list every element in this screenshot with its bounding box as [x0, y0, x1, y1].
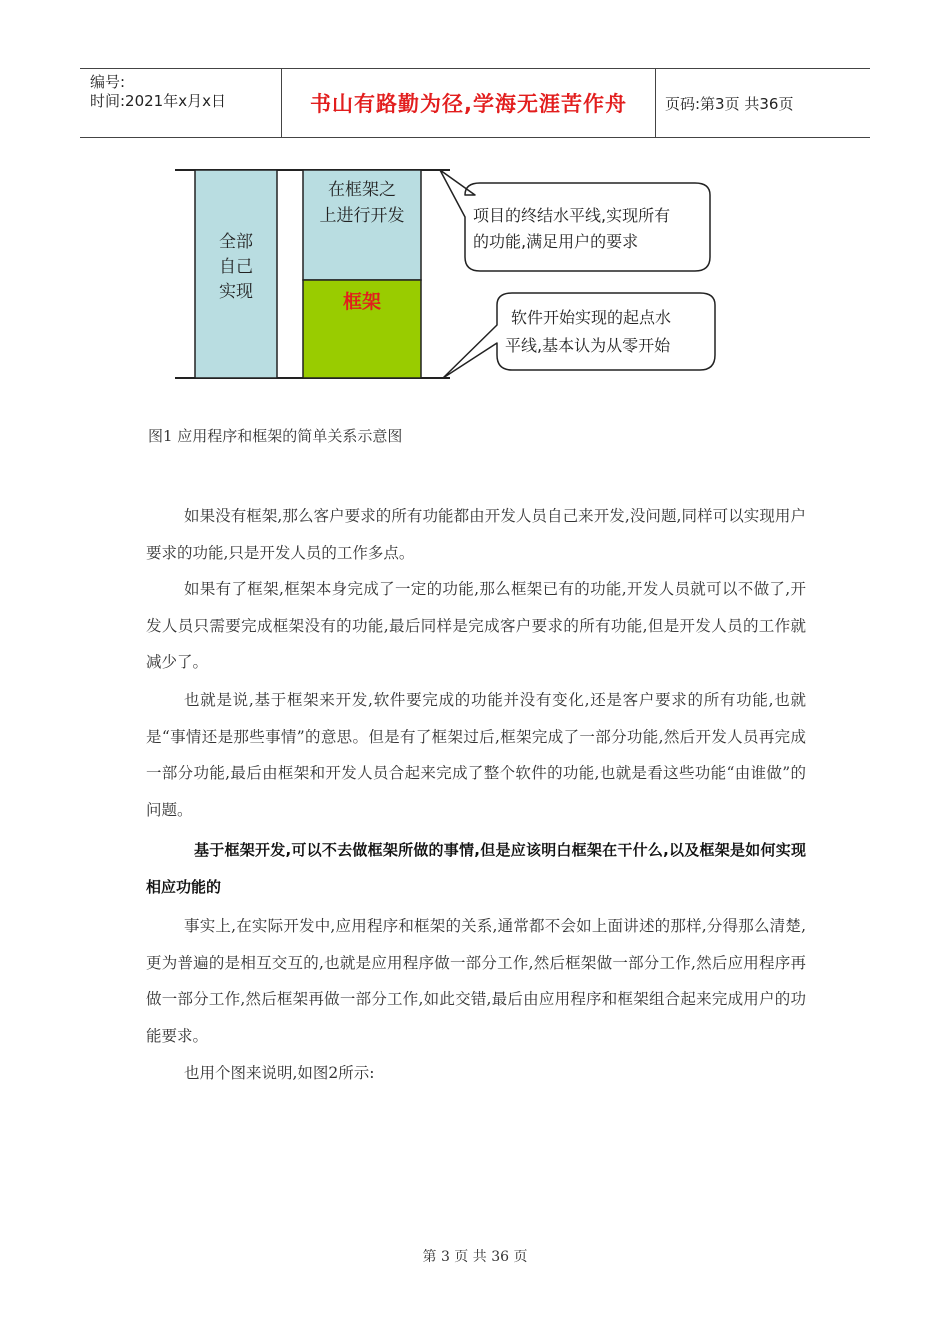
- left-box-line3: 实现: [219, 282, 253, 302]
- callout-top-line2: 的功能,满足用户的要求: [473, 232, 639, 251]
- page-info: 页码:第3页 共36页: [665, 94, 794, 113]
- left-box-line1: 全部: [219, 232, 253, 252]
- callout-bottom-line2: 平线,基本认为从零开始: [505, 336, 671, 355]
- header-meta: [80, 69, 282, 137]
- callout-bottom-line1: 软件开始实现的起点水: [511, 308, 672, 327]
- framework-box-label: 框架: [342, 291, 382, 313]
- date-label: 时间:2021年x月x日: [90, 92, 226, 110]
- number-label: 编号:: [90, 73, 126, 91]
- paragraph-5: 事实上,在实际开发中,应用程序和框架的关系,通常都不会如上面讲述的那样,分得那么清楚,更为普遍的是相互交互的,也就是应用程序做一部分工作,然后框架做一部分工作,然后应用程序再做一部分工作,然后框架再做一部分工作,如此交错,最后由应用程序和框架组合起来完成用户的功能要求。: [146, 917, 806, 1046]
- callout-top-line1: 项目的终结水平线,实现所有: [473, 206, 671, 225]
- header-motto-cell: [282, 69, 656, 137]
- paragraph-2: 如果有了框架,框架本身完成了一定的功能,那么框架已有的功能,开发人员就可以不做了,开发人员只需要完成框架没有的功能,最后同样是完成客户要求的所有功能,但是开发人员的工作就减少了。: [146, 580, 806, 672]
- paragraph-3: 也就是说,基于框架来开发,软件要完成的功能并没有变化,还是客户要求的所有功能,也就是“事情还是那些事情”的意思。但是有了框架过后,框架完成了一部分功能,然后开发人员再完成一部分功能,最后由框架和开发人员合起来完成了整个软件的功能,也就是看这些功能“由谁做”的问题。: [146, 691, 806, 820]
- motto: 书山有路勤为径,学海无涯苦作舟: [310, 92, 627, 116]
- page-footer: 第 3 页 共 36 页: [422, 1249, 528, 1265]
- paragraph-6: 也用个图来说明,如图2所示:: [184, 1064, 375, 1082]
- upper-box-line1: 在框架之: [328, 180, 396, 200]
- left-box-line2: 自己: [219, 257, 253, 277]
- paragraph-1: 如果没有框架,那么客户要求的所有功能都由开发人员自己来开发,没问题,同样可以实现用户要求的功能,只是开发人员的工作多点。: [146, 507, 806, 562]
- header-page-cell: [655, 69, 870, 137]
- figure-caption: 图1 应用程序和框架的简单关系示意图: [148, 427, 403, 445]
- paragraph-4-emphasis: 基于框架开发,可以不去做框架所做的事情,但是应该明白框架在干什么,以及框架是如何实现相应功能的: [146, 841, 806, 896]
- framework-diagram: [175, 165, 735, 385]
- upper-box-line2: 上进行开发: [319, 206, 405, 226]
- diagram-svg: [175, 165, 735, 385]
- page-header: [80, 68, 870, 138]
